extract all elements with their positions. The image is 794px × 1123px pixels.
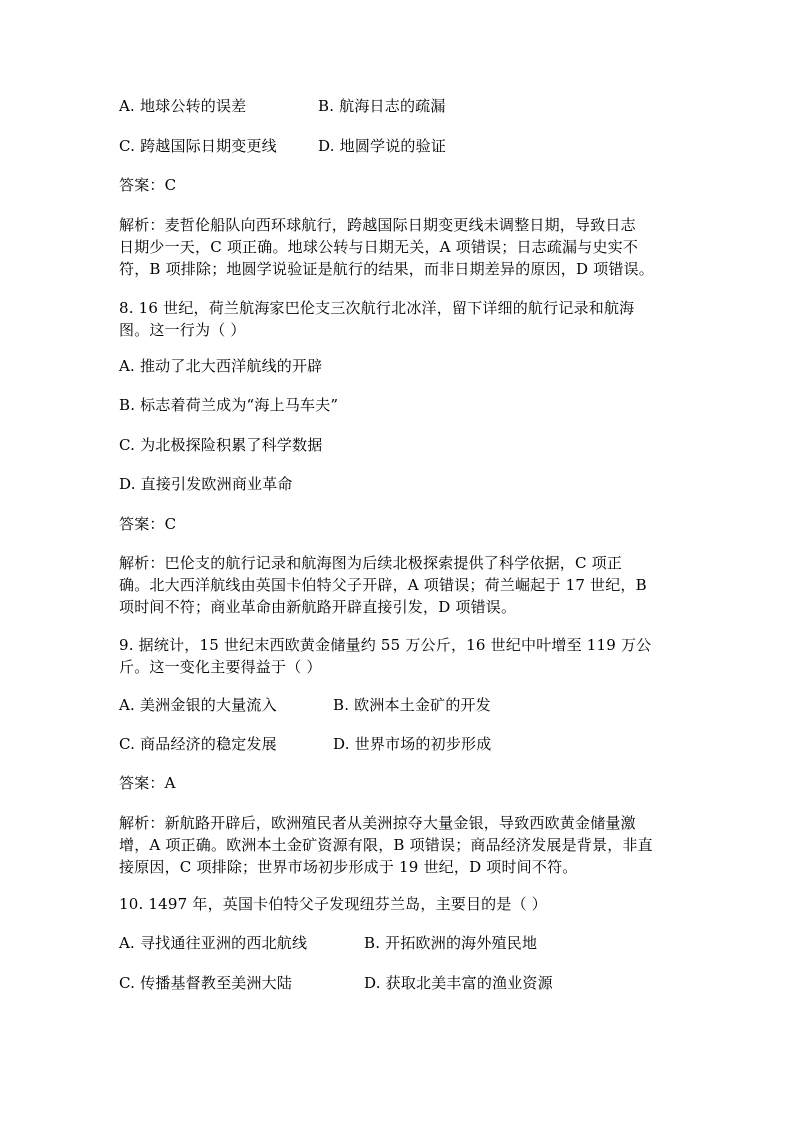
q9-stem-line: 9. 据统计，15 世纪末西欧黄金储量约 55 万公斤，16 世纪中叶增至 119 万公 — [119, 636, 652, 654]
q7-analysis-line: 符，B 项排除；地圆学说验证是航行的结果，而非日期差异的原因，D 项错误。 — [119, 260, 654, 278]
q10-option-d: D. 获取北美丰富的渔业资源 — [364, 974, 553, 992]
q7-analysis-line: 日期少一天，C 项正确。地球公转与日期无关，A 项错误；日志疏漏与史实不 — [119, 238, 639, 256]
q8-analysis-line: 解析：巴伦支的航行记录和航海图为后续北极探索提供了科学依据，C 项正 — [119, 554, 623, 572]
q8-option-c: C. 为北极探险积累了科学数据 — [119, 436, 323, 454]
q10-options-row-1 — [119, 933, 538, 954]
q9-analysis-line: 接原因，C 项排除；世界市场初步形成于 19 世纪，D 项时间不符。 — [119, 858, 578, 876]
q8-option-a: A. 推动了北大西洋航线的开辟 — [119, 357, 323, 375]
q10-option-c: C. 传播基督教至美洲大陆 — [119, 974, 293, 992]
q7-option-a: A. 地球公转的误差 — [119, 97, 247, 115]
q9-stem-line: 斤。这一变化主要得益于（ ） — [119, 658, 322, 676]
q8-option-d: D. 直接引发欧洲商业革命 — [119, 475, 293, 493]
q8-analysis-line: 项时间不符；商业革命由新航路开辟直接引发，D 项错误。 — [119, 598, 517, 616]
q10-option-b: B. 开拓欧洲的海外殖民地 — [364, 934, 538, 952]
q8-stem-line: 8. 16 世纪，荷兰航海家巴伦支三次航行北冰洋，留下详细的航行记录和航海 — [119, 299, 635, 317]
q9-analysis-line: 增，A 项正确。欧洲本土金矿资源有限，B 项错误；商品经济发展是背景，非直 — [119, 836, 653, 854]
q9-option-d: D. 世界市场的初步形成 — [333, 735, 492, 753]
q10-stem: 10. 1497 年，英国卡伯特父子发现纽芬兰岛，主要目的是（ ） — [119, 895, 547, 913]
q7-options-row-1 — [119, 96, 446, 117]
q9-answer: 答案：A — [119, 774, 176, 792]
q9-option-b: B. 欧洲本土金矿的开发 — [333, 696, 491, 714]
q7-option-b: B. 航海日志的疏漏 — [318, 97, 446, 115]
q8-option-b: B. 标志着荷兰成为“海上马车夫” — [119, 396, 339, 414]
q8-analysis-line: 确。北大西洋航线由英国卡伯特父子开辟，A 项错误；荷兰崛起于 17 世纪，B — [119, 576, 647, 594]
q9-option-a: A. 美洲金银的大量流入 — [119, 696, 277, 714]
q10-option-a: A. 寻找通往亚洲的西北航线 — [119, 934, 308, 952]
q9-options-row-2 — [119, 734, 492, 755]
q10-options-row-2 — [119, 973, 553, 994]
q7-option-c: C. 跨越国际日期变更线 — [119, 137, 277, 155]
q8-stem-line: 图。这一行为（ ） — [119, 321, 246, 339]
q7-options-row-2 — [119, 136, 447, 157]
q9-options-row-1 — [119, 695, 491, 716]
q7-answer: 答案：C — [119, 176, 177, 194]
q9-option-c: C. 商品经济的稳定发展 — [119, 735, 277, 753]
q9-analysis-line: 解析：新航路开辟后，欧洲殖民者从美洲掠夺大量金银，导致西欧黄金储量激 — [119, 814, 636, 832]
q7-analysis-line: 解析：麦哲伦船队向西环球航行，跨越国际日期变更线未调整日期，导致日志 — [119, 216, 636, 234]
q7-option-d: D. 地圆学说的验证 — [318, 137, 447, 155]
q8-answer: 答案：C — [119, 515, 177, 533]
